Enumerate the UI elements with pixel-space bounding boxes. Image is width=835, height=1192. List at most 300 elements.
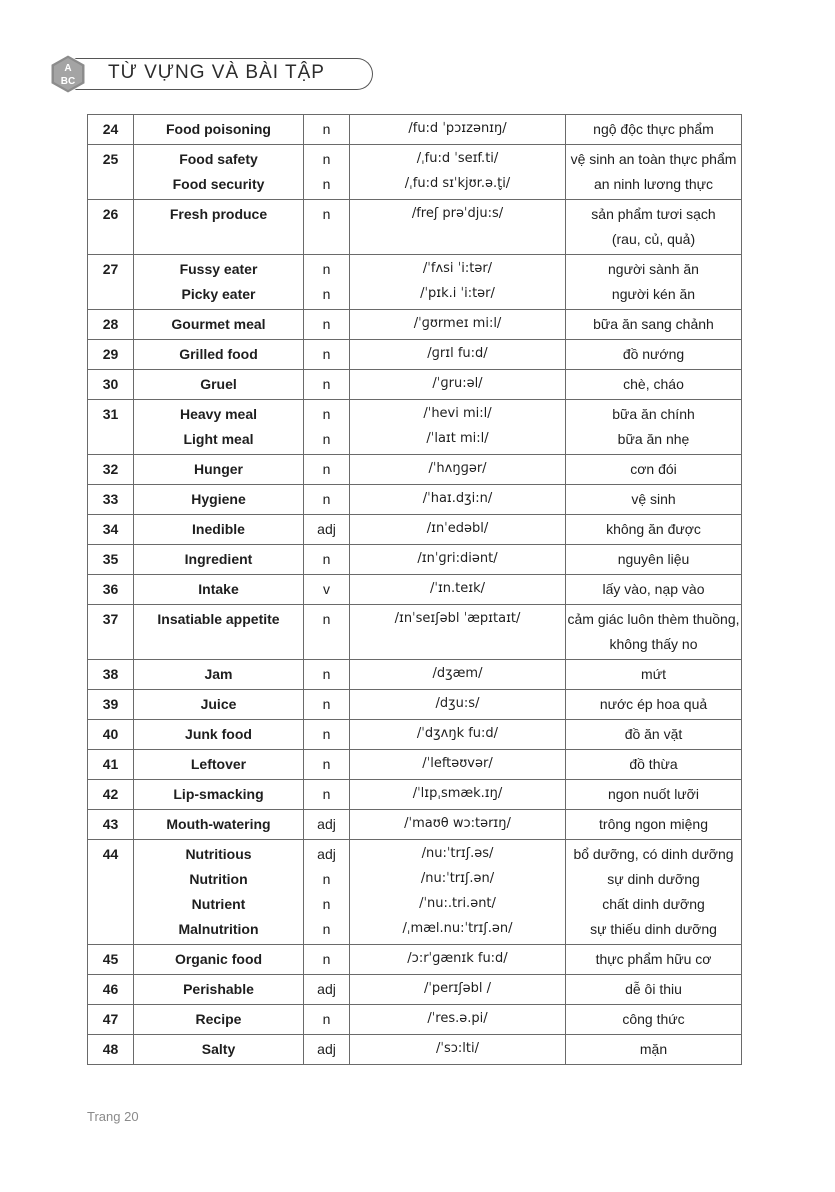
entry-number	[88, 975, 134, 1005]
meaning-line: trông ngon miệng	[599, 816, 708, 832]
table-row	[88, 310, 742, 340]
meaning-line: dễ ôi thiu	[625, 981, 682, 997]
word-type	[304, 1005, 350, 1035]
meaning	[566, 720, 742, 750]
vocab-word-line: Mouth-watering	[166, 816, 271, 832]
word-type	[304, 455, 350, 485]
meaning-line: bữa ăn chính	[612, 406, 695, 422]
entry-number	[88, 455, 134, 485]
word-type-line: n	[322, 611, 331, 627]
entry-number	[88, 485, 134, 515]
pronunciation	[350, 660, 566, 690]
meaning	[566, 400, 742, 455]
vocab-word	[134, 605, 304, 660]
vocab-word	[134, 370, 304, 400]
word-type-line: n	[322, 726, 331, 742]
table-row	[88, 975, 742, 1005]
meaning-line: nước ép hoa quả	[599, 696, 708, 712]
entry-number-line: 48	[102, 1041, 119, 1057]
table-row	[88, 750, 742, 780]
word-type	[304, 975, 350, 1005]
word-type-line: n	[322, 896, 331, 912]
meaning	[566, 810, 742, 840]
pronunciation	[350, 605, 566, 660]
entry-number-line: 24	[102, 121, 119, 137]
table-row	[88, 660, 742, 690]
word-type-line: n	[322, 346, 331, 362]
meaning-line: không ăn được	[606, 521, 701, 537]
vocab-word	[134, 400, 304, 455]
table-row	[88, 455, 742, 485]
meaning-line: an ninh lương thực	[594, 176, 713, 192]
vocab-word-line: Intake	[198, 581, 239, 597]
pronunciation-line: /ˈɪn.teɪk/	[430, 581, 485, 596]
entry-number-line: 42	[102, 786, 119, 802]
entry-number-line: 36	[102, 581, 119, 597]
word-type-line: n	[322, 951, 331, 967]
meaning	[566, 545, 742, 575]
meaning-line: cảm giác luôn thèm thuồng,	[567, 611, 740, 627]
word-type-line: adj	[317, 846, 336, 862]
pronunciation	[350, 515, 566, 545]
pronunciation-line: /ˈsɔ:lti/	[436, 1041, 479, 1056]
entry-number-line: 46	[102, 981, 119, 997]
vocab-word-line: Hunger	[194, 461, 243, 477]
pronunciation	[350, 545, 566, 575]
meaning	[566, 485, 742, 515]
vocab-word	[134, 1035, 304, 1065]
entry-number-line: 35	[102, 551, 119, 567]
vocab-word-line: Jam	[204, 666, 233, 682]
vocab-word-line: Salty	[201, 1041, 236, 1057]
entry-number-line: 40	[102, 726, 119, 742]
pronunciation	[350, 720, 566, 750]
meaning-line: người sành ăn	[608, 261, 699, 277]
meaning-line: chè, cháo	[623, 376, 684, 392]
pronunciation-line: /ˈres.ə.pi/	[427, 1011, 488, 1026]
pronunciation-line: /ɪnˈseɪʃəbl ˈæpɪtaɪt/	[394, 611, 521, 626]
word-type	[304, 370, 350, 400]
pronunciation	[350, 400, 566, 455]
vocab-word	[134, 310, 304, 340]
entry-number-line: 30	[102, 376, 119, 392]
meaning	[566, 515, 742, 545]
table-row	[88, 810, 742, 840]
pronunciation-line: /freʃ prəˈdju:s/	[411, 206, 504, 221]
entry-number	[88, 370, 134, 400]
pronunciation-line: /dʒæm/	[432, 666, 483, 681]
vocab-word	[134, 200, 304, 255]
vocab-word-line: Organic food	[174, 951, 263, 967]
word-type-line: v	[323, 581, 330, 597]
meaning	[566, 340, 742, 370]
word-type	[304, 660, 350, 690]
vocab-word-line: Fresh produce	[169, 206, 268, 222]
word-type	[304, 545, 350, 575]
entry-number-line: 32	[102, 461, 119, 477]
pronunciation-line: /ɪnˈedəbl/	[426, 521, 489, 536]
pronunciation-line: /ˈlɪpˌsmæk.ɪŋ/	[412, 786, 503, 801]
entry-number	[88, 660, 134, 690]
vocab-word	[134, 545, 304, 575]
vocab-word-line: Light meal	[183, 431, 254, 447]
entry-number-line: 41	[102, 756, 119, 772]
meaning	[566, 310, 742, 340]
table-row	[88, 605, 742, 660]
pronunciation	[350, 750, 566, 780]
header-title: TỪ VỰNG VÀ BÀI TẬP	[108, 62, 325, 83]
vocab-word	[134, 720, 304, 750]
vocab-word	[134, 115, 304, 145]
table-row	[88, 945, 742, 975]
vocab-word-line: Junk food	[185, 726, 252, 742]
vocab-word	[134, 145, 304, 200]
table-row	[88, 690, 742, 720]
meaning-line: đồ nướng	[622, 346, 685, 362]
entry-number	[88, 810, 134, 840]
pronunciation-line: /ˈdʒʌŋk fu:d/	[416, 726, 499, 741]
table-row	[88, 545, 742, 575]
entry-number-line: 43	[102, 816, 119, 832]
entry-number	[88, 255, 134, 310]
pronunciation-line: /ɔ:rˈɡænɪk fu:d/	[407, 951, 508, 966]
entry-number	[88, 945, 134, 975]
vocab-word-line: Perishable	[183, 981, 254, 997]
entry-number	[88, 545, 134, 575]
meaning-line: công thức	[622, 1011, 685, 1027]
pronunciation	[350, 780, 566, 810]
entry-number	[88, 200, 134, 255]
pronunciation-line: /ɡrɪl fu:d/	[427, 346, 488, 361]
pronunciation-line: /ˈnu:.tri.ənt/	[419, 896, 496, 911]
pronunciation	[350, 1005, 566, 1035]
entry-number	[88, 515, 134, 545]
table-row	[88, 145, 742, 200]
pronunciation	[350, 1035, 566, 1065]
meaning	[566, 1005, 742, 1035]
vocab-word-line: Recipe	[195, 1011, 242, 1027]
meaning-line: bữa ăn nhẹ	[617, 431, 690, 447]
pronunciation-line: /ˈhevi mi:l/	[423, 406, 492, 421]
entry-number	[88, 575, 134, 605]
pronunciation	[350, 485, 566, 515]
meaning	[566, 750, 742, 780]
meaning-line: đồ ăn vặt	[624, 726, 683, 742]
word-type-line: n	[322, 121, 331, 137]
word-type	[304, 200, 350, 255]
pronunciation	[350, 840, 566, 945]
pronunciation	[350, 145, 566, 200]
entry-number-line: 47	[102, 1011, 119, 1027]
meaning	[566, 945, 742, 975]
table-row	[88, 780, 742, 810]
pronunciation-line: /ˈmaʊθ wɔ:tərɪŋ/	[404, 816, 511, 831]
svg-text:A: A	[64, 63, 72, 74]
meaning-line: đồ thừa	[629, 756, 678, 772]
entry-number-line: 31	[102, 406, 119, 422]
entry-number-line: 39	[102, 696, 119, 712]
meaning-line: (rau, củ, quả)	[611, 231, 696, 247]
vocab-word	[134, 975, 304, 1005]
vocab-word-line: Juice	[200, 696, 237, 712]
word-type-line: n	[322, 551, 331, 567]
vocab-word-line: Gruel	[200, 376, 237, 392]
word-type	[304, 515, 350, 545]
word-type	[304, 485, 350, 515]
word-type-line: n	[322, 376, 331, 392]
vocab-word	[134, 455, 304, 485]
word-type	[304, 690, 350, 720]
table-row	[88, 840, 742, 945]
vocab-word-line: Food security	[172, 176, 265, 192]
meaning	[566, 575, 742, 605]
entry-number	[88, 720, 134, 750]
entry-number	[88, 115, 134, 145]
vocab-word	[134, 515, 304, 545]
word-type-line: n	[322, 151, 331, 167]
page-number: Trang 20	[87, 1109, 139, 1124]
word-type-line: n	[322, 921, 331, 937]
table-row	[88, 370, 742, 400]
vocab-word-line: Fussy eater	[179, 261, 258, 277]
pronunciation-line: /ˌmæl.nu:ˈtrɪʃ.ən/	[402, 921, 513, 936]
entry-number	[88, 605, 134, 660]
entry-number	[88, 840, 134, 945]
word-type-line: n	[322, 431, 331, 447]
meaning-line: mứt	[641, 666, 666, 682]
vocab-word	[134, 340, 304, 370]
table-row	[88, 200, 742, 255]
pronunciation-line: /ˈɡru:əl/	[432, 376, 483, 391]
entry-number	[88, 690, 134, 720]
entry-number-line: 34	[102, 521, 119, 537]
vocab-word	[134, 255, 304, 310]
word-type	[304, 720, 350, 750]
word-type	[304, 945, 350, 975]
table-row	[88, 1035, 742, 1065]
meaning-line: thực phẩm hữu cơ	[595, 951, 712, 967]
pronunciation	[350, 340, 566, 370]
vocab-word-line: Picky eater	[181, 286, 256, 302]
vocab-word-line: Nutrition	[189, 871, 248, 887]
vocab-word	[134, 780, 304, 810]
vocab-word-line: Inedible	[192, 521, 245, 537]
entry-number-line: 44	[102, 846, 119, 862]
table-row	[88, 115, 742, 145]
word-type-line: n	[322, 206, 331, 222]
meaning	[566, 255, 742, 310]
vocab-word	[134, 840, 304, 945]
vocab-word	[134, 1005, 304, 1035]
pronunciation-line: /ˈɡʊrmeɪ mi:l/	[413, 316, 502, 331]
pronunciation-line: /ˈpɪk.i ˈi:tər/	[420, 286, 495, 301]
pronunciation	[350, 810, 566, 840]
meaning	[566, 660, 742, 690]
meaning-line: ngon nuốt lưỡi	[608, 786, 699, 802]
word-type-line: n	[322, 871, 331, 887]
word-type-line: adj	[317, 521, 336, 537]
word-type	[304, 605, 350, 660]
pronunciation-line: /ˌfu:d ˈseɪf.ti/	[416, 151, 499, 166]
entry-number-line: 45	[102, 951, 119, 967]
word-type	[304, 115, 350, 145]
vocab-word	[134, 575, 304, 605]
meaning	[566, 780, 742, 810]
vocab-word-line: Malnutrition	[178, 921, 259, 937]
entry-number-line: 27	[102, 261, 119, 277]
word-type-line: n	[322, 491, 331, 507]
meaning	[566, 115, 742, 145]
vocab-word-line: Lip-smacking	[173, 786, 264, 802]
table-row	[88, 575, 742, 605]
word-type-line: n	[322, 176, 331, 192]
table-row	[88, 340, 742, 370]
word-type	[304, 400, 350, 455]
pronunciation-line: /ˌfu:d sɪˈkjʊr.ə.t̬i/	[404, 176, 511, 191]
pronunciation-line: /ˈhaɪ.dʒi:n/	[422, 491, 493, 506]
entry-number	[88, 400, 134, 455]
pronunciation	[350, 945, 566, 975]
abc-badge-icon	[48, 54, 88, 94]
word-type-line: n	[322, 696, 331, 712]
entry-number-line: 26	[102, 206, 119, 222]
word-type	[304, 145, 350, 200]
meaning-line: người kén ăn	[611, 286, 696, 302]
meaning-line: sự dinh dưỡng	[607, 871, 700, 887]
table-row	[88, 1005, 742, 1035]
entry-number-line: 29	[102, 346, 119, 362]
table-row	[88, 485, 742, 515]
vocab-word-line: Heavy meal	[179, 406, 258, 422]
word-type-line: n	[322, 261, 331, 277]
pronunciation	[350, 310, 566, 340]
entry-number	[88, 750, 134, 780]
meaning-line: sản phẩm tươi sạch	[591, 206, 716, 222]
pronunciation-line: /fu:d ˈpɔɪzənɪŋ/	[408, 121, 507, 136]
entry-number	[88, 1035, 134, 1065]
vocab-word-line: Insatiable appetite	[157, 611, 280, 627]
table-row	[88, 255, 742, 310]
pronunciation-line: /ˈhʌŋɡər/	[428, 461, 487, 476]
meaning	[566, 1035, 742, 1065]
vocab-word-line: Gourmet meal	[171, 316, 266, 332]
meaning-line: vệ sinh	[631, 491, 676, 507]
vocab-word	[134, 690, 304, 720]
pronunciation	[350, 690, 566, 720]
pronunciation	[350, 255, 566, 310]
pronunciation	[350, 975, 566, 1005]
word-type	[304, 340, 350, 370]
word-type	[304, 750, 350, 780]
word-type-line: adj	[317, 1041, 336, 1057]
entry-number-line: 38	[102, 666, 119, 682]
vocab-word-line: Leftover	[190, 756, 247, 772]
vocab-word	[134, 485, 304, 515]
word-type	[304, 255, 350, 310]
svg-text:BC: BC	[60, 76, 76, 87]
pronunciation-line: /ˈleftəʊvər/	[422, 756, 493, 771]
meaning-line: mặn	[639, 1041, 668, 1057]
word-type	[304, 310, 350, 340]
pronunciation-line: /ˈfʌsi ˈi:tər/	[422, 261, 493, 276]
pronunciation	[350, 115, 566, 145]
meaning	[566, 840, 742, 945]
vocab-word-line: Food poisoning	[166, 121, 271, 137]
meaning	[566, 145, 742, 200]
vocab-word-line: Ingredient	[184, 551, 253, 567]
meaning-line: cơn đói	[630, 461, 677, 477]
word-type-line: adj	[317, 816, 336, 832]
entry-number	[88, 780, 134, 810]
entry-number	[88, 1005, 134, 1035]
meaning-line: lấy vào, nạp vào	[602, 581, 705, 597]
pronunciation-line: /ˈlaɪt mi:l/	[426, 431, 489, 446]
meaning-line: vệ sinh an toàn thực phẩm	[570, 151, 737, 167]
meaning-line: ngộ độc thực phẩm	[593, 121, 714, 137]
meaning-line: nguyên liệu	[617, 551, 690, 567]
meaning	[566, 690, 742, 720]
word-type-line: n	[322, 1011, 331, 1027]
pronunciation-line: /dʒu:s/	[435, 696, 480, 711]
pronunciation	[350, 200, 566, 255]
entry-number	[88, 145, 134, 200]
meaning-line: bữa ăn sang chảnh	[593, 316, 714, 332]
pronunciation-line: /ˈperɪʃəbl /	[423, 981, 492, 996]
meaning	[566, 370, 742, 400]
meaning	[566, 605, 742, 660]
pronunciation-line: /ɪnˈɡri:diənt/	[417, 551, 498, 566]
vocab-word-line: Nutrient	[191, 896, 246, 912]
word-type-line: n	[322, 461, 331, 477]
pronunciation-line: /nu:ˈtrɪʃ.əs/	[421, 846, 494, 861]
table-row	[88, 720, 742, 750]
vocab-word-line: Grilled food	[179, 346, 258, 362]
entry-number-line: 33	[102, 491, 119, 507]
entry-number	[88, 310, 134, 340]
meaning-line: bổ dưỡng, có dinh dưỡng	[573, 846, 734, 862]
pronunciation-line: /nu:ˈtrɪʃ.ən/	[420, 871, 495, 886]
entry-number-line: 25	[102, 151, 119, 167]
word-type	[304, 840, 350, 945]
vocab-word-line: Nutritious	[185, 846, 252, 862]
word-type	[304, 810, 350, 840]
pronunciation	[350, 455, 566, 485]
word-type-line: n	[322, 286, 331, 302]
word-type-line: n	[322, 666, 331, 682]
meaning-line: chất dinh dưỡng	[602, 896, 705, 912]
vocab-word	[134, 660, 304, 690]
meaning-line: sự thiếu dinh dưỡng	[590, 921, 717, 937]
vocab-word-line: Food safety	[179, 151, 258, 167]
pronunciation	[350, 575, 566, 605]
vocab-word-line: Hygiene	[191, 491, 246, 507]
word-type	[304, 780, 350, 810]
word-type-line: n	[322, 406, 331, 422]
table-row	[88, 400, 742, 455]
meaning-line: không thấy no	[609, 636, 698, 652]
pronunciation	[350, 370, 566, 400]
word-type-line: adj	[317, 981, 336, 997]
vocab-word	[134, 945, 304, 975]
entry-number-line: 28	[102, 316, 119, 332]
word-type-line: n	[322, 756, 331, 772]
entry-number-line: 37	[102, 611, 119, 627]
word-type	[304, 1035, 350, 1065]
word-type-line: n	[322, 316, 331, 332]
table-row	[88, 515, 742, 545]
meaning	[566, 455, 742, 485]
vocab-word	[134, 750, 304, 780]
